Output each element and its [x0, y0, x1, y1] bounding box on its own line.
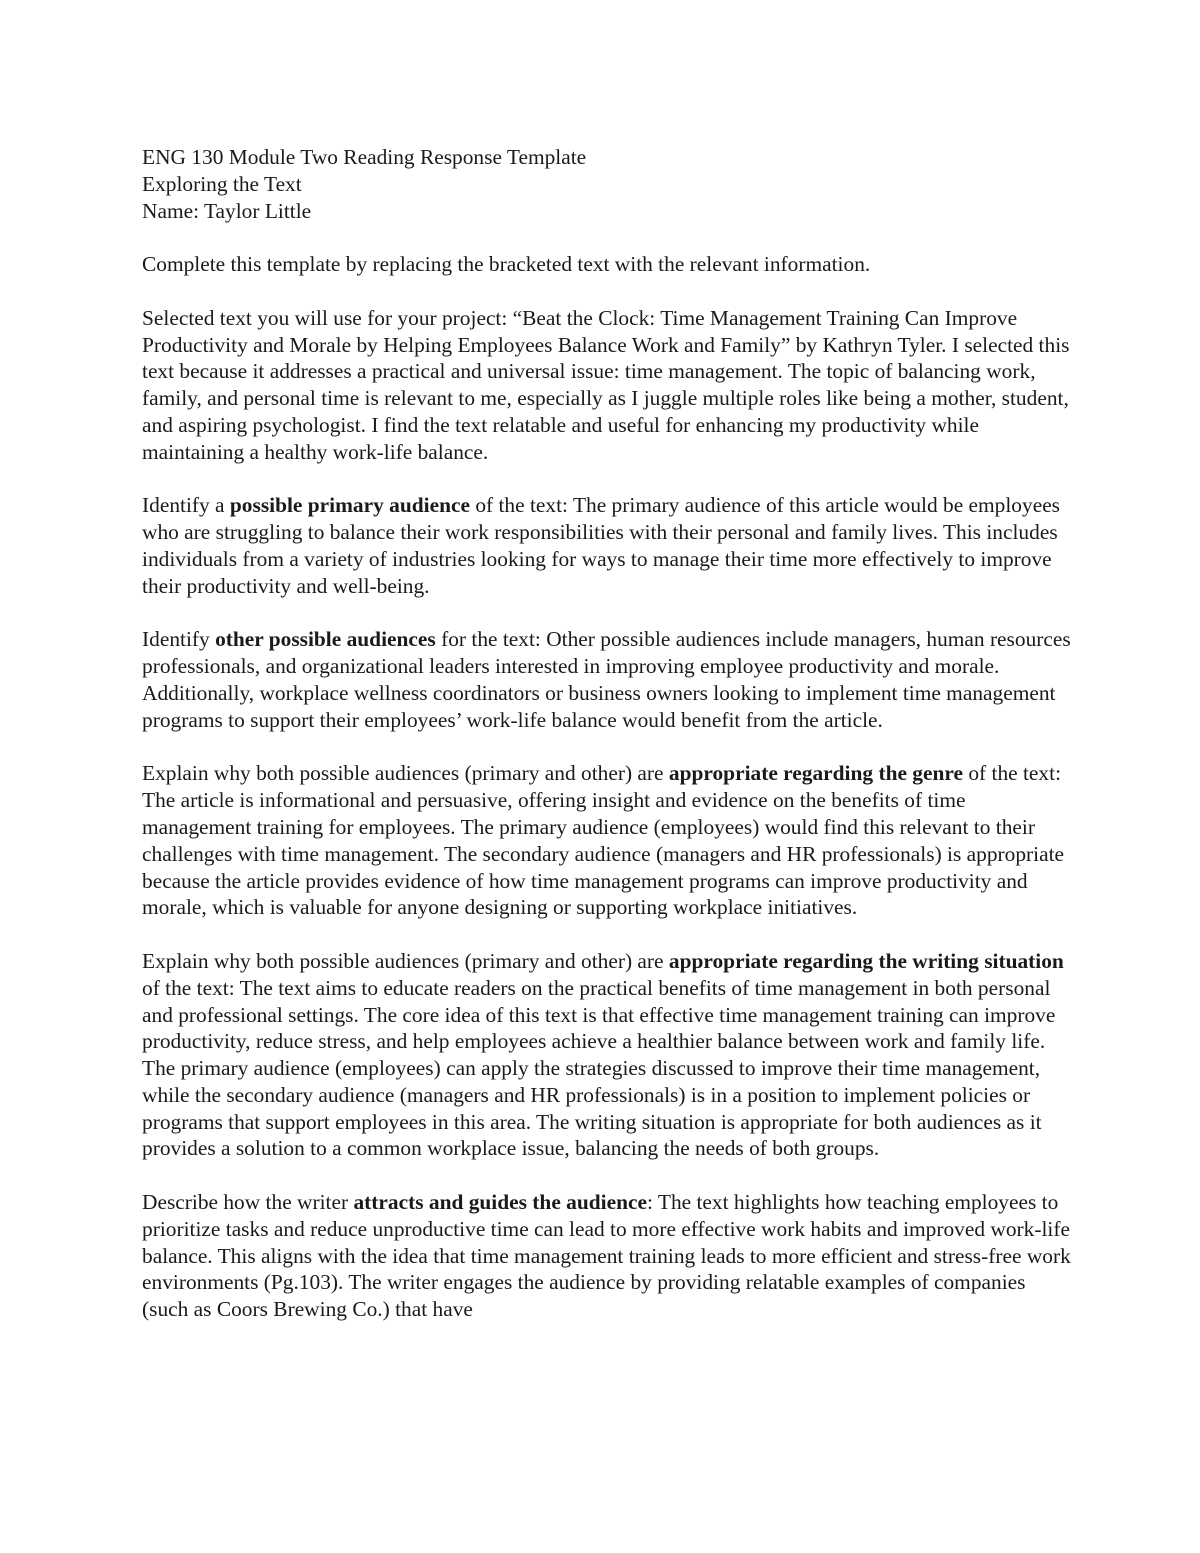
attracts-guides-prompt-end: : — [646, 1190, 658, 1215]
writing-situation-prompt: Explain why both possible audiences (primary and other) are — [142, 948, 669, 973]
genre-bold: appropriate regarding the genre — [668, 761, 963, 786]
document-body — [142, 144, 1072, 1350]
primary-audience-prompt-end: of the text: — [469, 493, 573, 518]
writing-situation-response: The text aims to educate readers on the practical benefits of time management in both personal and professional settings. The core idea of this text is that effective time management training can improve productivity, reduce stress, and help employees achieve a healthier balance between work and family life. The primary audience (employees) can apply the strategies discussed to improve their time management, while the secondary audience (managers and HR professionals) is in a position to implement policies or programs that support employees in this area. The writing situation is appropriate for both audiences as it provides a solution to a common workplace issue, balancing the needs of both groups. — [142, 975, 1056, 1161]
genre-prompt: Explain why both possible audiences (primary and other) are — [142, 761, 669, 786]
selected-text-section — [142, 305, 1072, 466]
other-audiences-prompt: Identify — [142, 627, 216, 652]
other-audiences-prompt-end: for the text: — [435, 627, 547, 652]
attracts-guides-section — [142, 1189, 1072, 1323]
attracts-guides-prompt: Describe how the writer — [142, 1190, 354, 1215]
genre-response: The article is informational and persuasive, offering insight and evidence on the benefits of time management training for employees. The primary audience (employees) would find this relevant to their challenges with time management. The secondary audience (managers and HR professionals) is appropriate because the article provides evidence of how time management programs can improve productivity and morale, which is valuable for anyone designing or supporting workplace initiatives. — [142, 788, 1065, 920]
primary-audience-bold: possible primary audience — [229, 493, 470, 518]
attracts-guides-bold: attracts and guides the audience — [353, 1190, 647, 1215]
spacer — [142, 224, 1072, 251]
attracts-guides-response: The text highlights how teaching employees to prioritize tasks and reduce unproductive time can lead to more effective work habits and improved work-life balance. This aligns with the idea that time management training leads to more efficient and stress-free work environments (Pg.103). The writer engages the audience by providing relatable examples of companies (such as Coors Brewing Co.) that have — [142, 1190, 1071, 1322]
primary-audience-section — [142, 492, 1072, 599]
other-audiences-section — [142, 626, 1072, 733]
student-name: Name: Taylor Little — [142, 198, 312, 223]
genre-prompt-end: of the text: — [963, 761, 1062, 786]
instructions: Complete this template by replacing the bracketed text with the relevant information. — [142, 252, 871, 277]
other-audiences-bold: other possible audiences — [215, 627, 436, 652]
writing-situation-bold: appropriate regarding the writing situation — [668, 948, 1064, 973]
selected-text-response: “Beat the Clock: Time Management Training Can Improve Productivity and Morale by Helping Employees Balance Work and Family” by Kathryn Tyler. I selected this text because it addresses a practical and universal issue: time management. The topic of balancing work, family, and personal time is relevant to me, especially as I juggle multiple roles like being a mother, student, and aspiring psychologist. I find the text relatable and useful for enhancing my productivity while maintaining a healthy work-life balance. — [142, 305, 1070, 464]
writing-situation-section — [142, 948, 1072, 1162]
other-audiences-response: Other possible audiences include managers, human resources professionals, and organizational leaders interested in improving employee productivity and morale. Additionally, workplace wellness coordinators or business owners looking to implement time management programs to support their employees’ work-life balance would benefit from the article. — [142, 627, 1071, 732]
course-title: ENG 130 Module Two Reading Response Template — [142, 145, 587, 169]
writing-situation-prompt-end: of the text: — [142, 975, 240, 1000]
selected-text-prompt: Selected text you will use for your project: — [142, 305, 513, 330]
primary-audience-prompt: Identify a — [142, 493, 230, 518]
primary-audience-response: The primary audience of this article would be employees who are struggling to balance their work responsibilities with their personal and family lives. This includes individuals from a variety of industries looking for ways to manage their time more effectively to improve their productivity and well-being. — [142, 493, 1061, 598]
document-subtitle: Exploring the Text — [142, 171, 302, 196]
genre-section — [142, 760, 1072, 921]
